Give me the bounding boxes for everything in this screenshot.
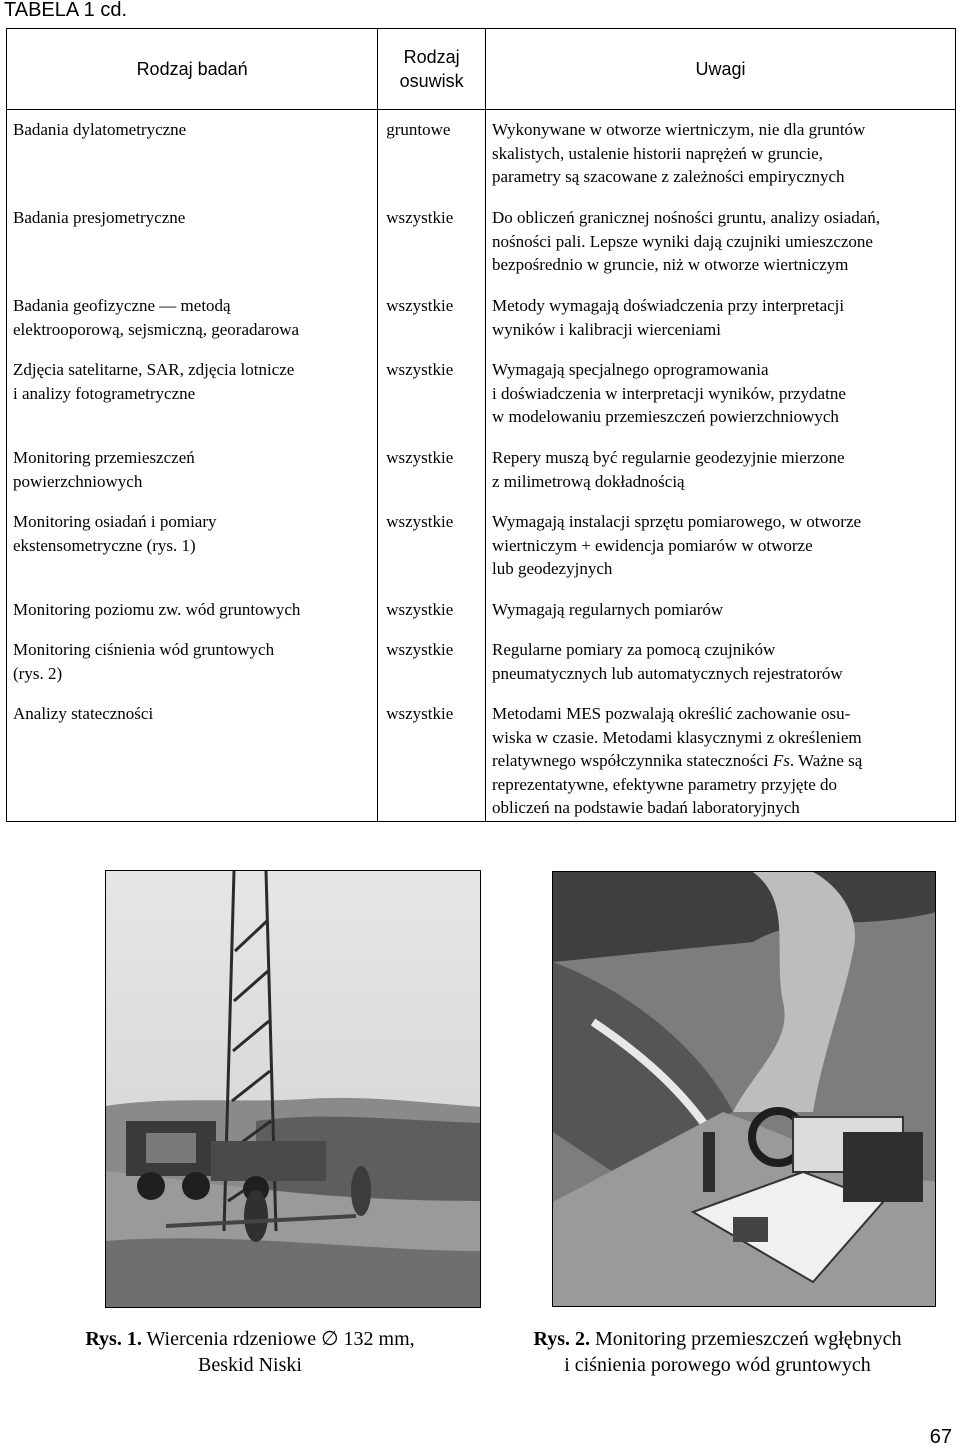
remarks-cell: Wymagają specjalnego oprogramowania i doświadczenia w interpretacji wyników, przydatne w modelowaniu przemieszczeń powierzchniowych (491, 360, 846, 426)
landslide-type-cell: wszystkie (378, 286, 486, 350)
remarks-cell: Regularne pomiary za pomocą czujników pneumatycznych lub automatycznych rejestratorów (491, 640, 843, 683)
figure-1-label: Rys. 1. (85, 1328, 142, 1350)
research-type-cell: Monitoring osiadań i pomiary ekstensometryczne (rys. 1) (7, 502, 378, 590)
research-type-cell: Badania geofizyczne — metodą elektrooporową, sejsmiczną, georadarowa (7, 286, 378, 350)
table-title: TABELA 1 cd. (4, 0, 128, 21)
research-type-cell: Monitoring poziomu zw. wód gruntowych (7, 590, 378, 630)
remarks-cell: Wymagają regularnych pomiarów (491, 600, 724, 619)
table-row (7, 110, 955, 198)
research-type-cell: Monitoring ciśnienia wód gruntowych (rys. 2) (7, 630, 378, 694)
landslide-type-cell: wszystkie (378, 502, 486, 590)
page-number: 67 (929, 1426, 952, 1448)
figure-2-caption-text: Monitoring przemieszczeń wgłębnych (594, 1328, 902, 1350)
table-header-row (7, 29, 955, 110)
remarks-cell: Wykonywane w otworze wiertniczym, nie dla gruntów skalistych, ustalenie historii naprężeń w gruncie, parametry są szacowane z zależności empirycznych (491, 120, 866, 186)
table-row (7, 438, 955, 502)
fs-italic-line: relatywnego współczynnika stateczności Fs. Ważne są (491, 751, 863, 770)
research-type-cell: Analizy stateczności (7, 694, 378, 821)
table-row (7, 502, 955, 590)
figure-1-caption (40, 1326, 460, 1378)
drilling-rig-photo (105, 870, 481, 1308)
table-row (7, 590, 955, 630)
figure-2-caption-line2: i ciśnienia porowego wód gruntowych (564, 1354, 871, 1376)
landslide-type-cell: gruntowe (378, 110, 486, 198)
table-row (7, 198, 955, 286)
remarks-cell: Do obliczeń granicznej nośności gruntu, analizy osiadań, nośności pali. Lepsze wyniki dają czujniki umieszczone bezpośrednio w gruncie, niż w otworze wiertniczym (491, 208, 881, 274)
header-research-type: Rodzaj badań (7, 29, 378, 109)
drilling-rig-image (106, 871, 481, 1308)
research-type-cell: Monitoring przemieszczeń powierzchniowych (7, 438, 378, 502)
landslide-type-cell: wszystkie (378, 438, 486, 502)
landslide-type-cell: wszystkie (378, 590, 486, 630)
header-landslide-type: Rodzaj osuwisk (378, 29, 486, 109)
table-row (7, 694, 955, 821)
research-type-cell: Zdjęcia satelitarne, SAR, zdjęcia lotnicze i analizy fotogrametryczne (7, 350, 378, 438)
landslide-type-cell: wszystkie (378, 694, 486, 821)
figure-2-caption (495, 1326, 940, 1378)
remarks-cell: Repery muszą być regularnie geodezyjnie mierzone z milimetrową dokładnością (491, 448, 845, 491)
table-row (7, 630, 955, 694)
research-type-cell: Badania presjometryczne (7, 198, 378, 286)
remarks-cell: Metodami MES pozwalają określić zachowanie osu- wiska w czasie. Metodami klasycznymi z określeniem relatywnego współczynnika stateczności Fs. Ważne są reprezentatywne, efektywne parametry przyjęte do obliczeń na podstawie badań laboratoryjnych (491, 704, 863, 817)
monitoring-equipment-photo (552, 871, 936, 1307)
landslide-research-table (6, 28, 956, 822)
table-row (7, 350, 955, 438)
figure-2-label: Rys. 2. (533, 1328, 590, 1350)
landslide-type-cell: wszystkie (378, 198, 486, 286)
figure-1-caption-line2: Beskid Niski (198, 1354, 302, 1376)
figure-1-caption-text: Wiercenia rdzeniowe ∅ 132 mm, (146, 1328, 415, 1350)
remarks-cell: Metody wymagają doświadczenia przy interpretacji wyników i kalibracji wierceniami (491, 296, 845, 339)
table-row (7, 286, 955, 350)
header-remarks: Uwagi (695, 59, 746, 79)
landslide-type-cell: wszystkie (378, 350, 486, 438)
monitoring-equipment-image (553, 872, 936, 1307)
landslide-type-cell: wszystkie (378, 630, 486, 694)
research-type-cell: Badania dylatometryczne (7, 110, 378, 198)
remarks-cell: Wymagają instalacji sprzętu pomiarowego, w otworze wiertniczym + ewidencja pomiarów w otworze lub geodezyjnych (491, 512, 862, 578)
